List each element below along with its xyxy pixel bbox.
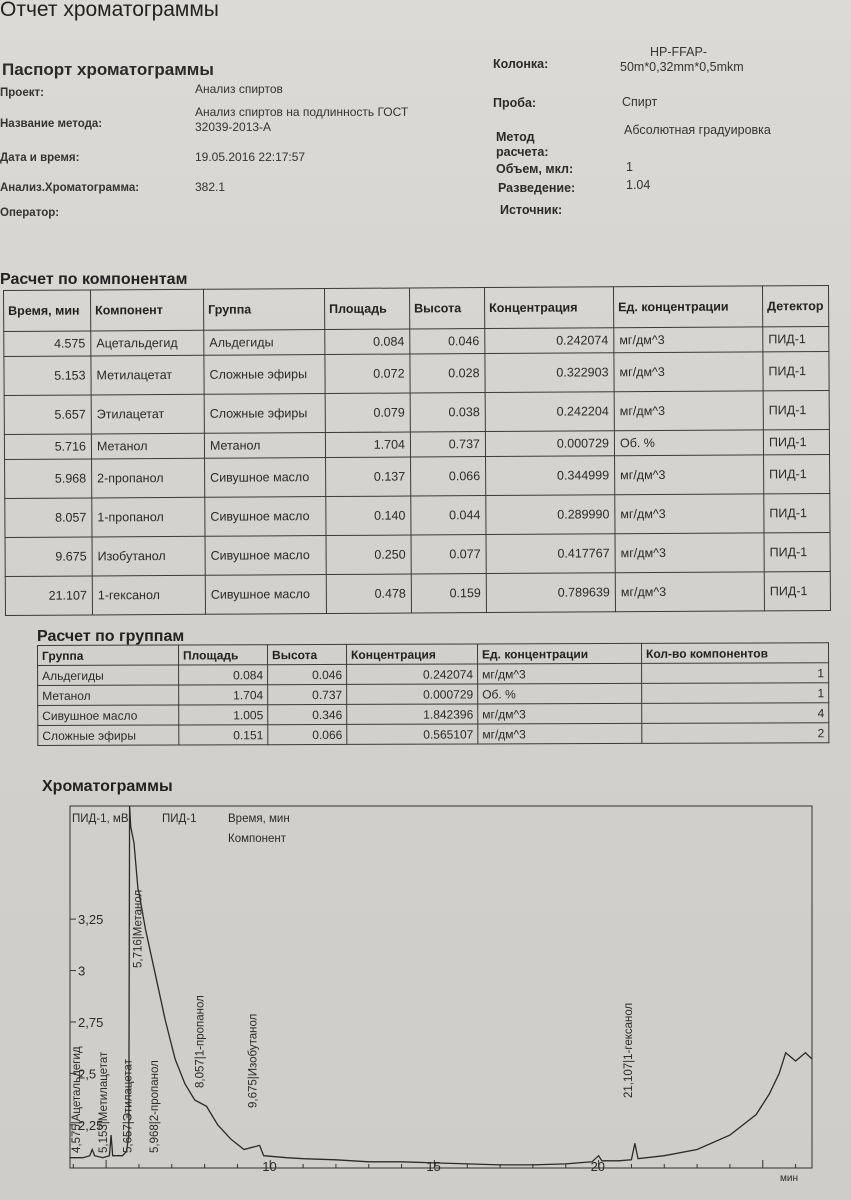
method-label: Название метода: [0, 118, 103, 130]
column-label: Колонка: [493, 57, 549, 71]
cell-unit: мг/дм^3 [615, 572, 764, 612]
table-row [5, 493, 830, 537]
y-axis-label: ПИД-1, мВ [72, 813, 129, 825]
cell-height: 0.044 [411, 496, 486, 535]
analysis-value: 382.1 [195, 180, 226, 194]
col-area-header: Площадь [324, 288, 409, 330]
cell-detector: ПИД-1 [763, 429, 829, 454]
y-tick-label: 3 [78, 963, 86, 979]
cell-group: Сложные эфиры [204, 355, 325, 395]
cell-conc: 0.242074 [485, 328, 614, 354]
date-value: 19.05.2016 22:17:57 [195, 150, 306, 164]
volume-value: 1 [626, 160, 633, 174]
cell-conc: 0.344999 [486, 456, 615, 496]
cell-component: Изобутанол [92, 536, 205, 576]
column-value-1: HP-FFAP- [650, 45, 707, 59]
col-conc-header: Концентрация [346, 644, 477, 664]
cell-unit: мг/дм^3 [615, 533, 764, 573]
components-title: Расчет по компонентам [0, 271, 188, 288]
cell-unit: мг/дм^3 [614, 391, 763, 431]
cell-area: 1.704 [179, 685, 268, 705]
components-header-row [4, 285, 829, 331]
col-conc-header: Концентрация [484, 287, 613, 329]
table-row [4, 351, 829, 395]
cell-unit: Об. % [614, 430, 763, 456]
cell-conc: 0.000729 [485, 431, 614, 457]
cell-group: Метанол [204, 433, 325, 459]
cell-time: 4.575 [4, 331, 91, 357]
cell-conc: 1.842396 [347, 704, 478, 724]
cell-height: 0.046 [268, 664, 347, 684]
cell-time: 8.057 [5, 498, 92, 538]
cell-component: Этилацетат [91, 394, 204, 434]
cell-time: 5.968 [5, 459, 92, 499]
chromatograms-title: Хроматограммы [42, 778, 173, 795]
peak-label: 5,657|Этилацетат [122, 1059, 135, 1153]
y-tick-label: 3,25 [78, 912, 104, 928]
table-row [38, 703, 829, 726]
cell-conc: 0.789639 [486, 573, 615, 613]
col-component-header: Компонент [91, 289, 204, 331]
cell-time: 9.675 [5, 537, 92, 577]
cell-detector: ПИД-1 [764, 532, 830, 571]
project-label: Проект: [0, 87, 44, 99]
col-height-header: Высота [268, 644, 347, 664]
col-count-header: Кол-во компонентов [641, 643, 828, 664]
cell-group: Сивушное масло [38, 705, 179, 725]
cell-height: 0.066 [268, 724, 347, 744]
cell-height: 0.066 [411, 457, 486, 496]
table-row [5, 454, 830, 498]
peak-label: 4,575|Ацетальдегид [71, 1046, 84, 1153]
cell-height: 0.077 [411, 535, 486, 574]
y-tick-label: 2,5 [78, 1066, 97, 1082]
cell-detector: ПИД-1 [764, 454, 830, 493]
cell-area: 0.478 [326, 574, 411, 614]
peak-label: 21,107|1-гексанол [622, 1002, 635, 1098]
cell-count: 4 [642, 703, 829, 724]
cell-height: 0.159 [411, 574, 486, 613]
dilution-label: Разведение: [498, 181, 576, 195]
cell-group: Сивушное масло [205, 458, 326, 498]
cell-detector: ПИД-1 [764, 571, 830, 610]
analysis-label: Анализ.Хроматограмма: [0, 182, 140, 194]
y-tick-label: 2,75 [78, 1014, 104, 1030]
cell-component: 1-пропанол [92, 497, 205, 537]
chromatogram-chart [0, 798, 851, 1200]
col-area-header: Площадь [179, 645, 268, 665]
cell-area: 1.005 [179, 705, 268, 725]
calc-label-1: Метод [496, 130, 535, 144]
cell-conc: 0.417767 [486, 534, 615, 574]
cell-unit: мг/дм^3 [614, 327, 763, 353]
chart-layer [70, 806, 812, 1184]
x-tick-label: 10 [262, 1159, 277, 1174]
cell-area: 0.072 [325, 354, 410, 394]
x-tick-label: 15 [426, 1159, 441, 1174]
cell-component: 2-пропанол [92, 458, 205, 498]
groups-header-row [38, 643, 829, 666]
cell-group: Сложные эфиры [38, 725, 179, 745]
cell-conc: 0.242074 [347, 664, 478, 684]
table-row [4, 390, 829, 434]
cell-area: 0.079 [325, 393, 410, 433]
cell-time: 5.153 [4, 356, 91, 396]
col-group-header: Группа [203, 289, 324, 331]
cell-group: Альдегиды [38, 665, 179, 685]
col-unit-header: Ед. концентрации [477, 643, 641, 664]
cell-time: 5.716 [4, 434, 91, 460]
table-row [38, 723, 829, 746]
method-value-2: 32039-2013-А [195, 120, 272, 134]
cell-conc: 0.322903 [485, 353, 614, 393]
cell-group: Метанол [38, 685, 179, 705]
source-label: Источник: [500, 203, 563, 217]
calc-label-2: расчета: [496, 145, 549, 159]
cell-area: 0.084 [325, 329, 410, 355]
cell-detector: ПИД-1 [764, 493, 830, 532]
cell-count: 1 [642, 663, 829, 684]
peak-label: 8,057|1-пропанол [194, 995, 207, 1088]
cell-area: 0.140 [326, 496, 411, 536]
table-row [5, 571, 830, 615]
date-label: Дата и время: [0, 152, 80, 164]
cell-unit: мг/дм^3 [615, 494, 764, 534]
peak-label: 5,153|Метилацетат [98, 1051, 111, 1153]
col-group-header: Группа [38, 645, 179, 665]
cell-height: 0.737 [268, 684, 347, 704]
cell-area: 0.250 [326, 535, 411, 575]
cell-detector: ПИД-1 [763, 351, 829, 390]
cell-height: 0.346 [268, 704, 347, 724]
cell-unit: мг/дм^3 [615, 455, 764, 495]
cell-time: 5.657 [4, 395, 91, 435]
groups-table [37, 642, 829, 746]
volume-label: Объем, мкл: [496, 162, 574, 176]
legend-caption-component: Компонент [228, 833, 286, 845]
cell-detector: ПИД-1 [763, 390, 829, 429]
cell-count: 1 [642, 683, 829, 704]
cell-component: 1-гексанол [92, 575, 205, 615]
peak-label: 5,716|Метанол [132, 889, 145, 968]
groups-title: Расчет по группам [37, 628, 185, 645]
series-line [70, 806, 812, 1165]
cell-area: 0.151 [179, 725, 268, 745]
method-value-1: Анализ спиртов на подлинность ГОСТ [195, 105, 409, 119]
col-time-header: Время, мин [4, 290, 91, 332]
components-table [3, 285, 831, 616]
cell-height: 0.028 [410, 354, 485, 393]
calc-value: Абсолютная градуировка [624, 123, 771, 137]
cell-group: Сивушное масло [205, 536, 326, 576]
cell-conc: 0.565107 [347, 724, 478, 744]
cell-area: 0.137 [326, 457, 411, 497]
table-row [38, 663, 829, 686]
y-tick-label: 2,25 [78, 1117, 104, 1133]
cell-unit: мг/дм^3 [478, 663, 642, 684]
cell-area: 1.704 [325, 432, 410, 458]
cell-group: Сложные эфиры [204, 394, 325, 434]
cell-component: Метилацетат [91, 355, 204, 395]
sample-label: Проба: [493, 96, 537, 110]
cell-area: 0.084 [179, 665, 268, 685]
cell-unit: мг/дм^3 [478, 723, 642, 744]
cell-component: Метанол [91, 433, 204, 459]
col-unit-header: Ед. концентрации [613, 286, 762, 328]
col-height-header: Высота [409, 288, 484, 329]
cell-unit: мг/дм^3 [614, 352, 763, 392]
cell-height: 0.046 [410, 329, 485, 354]
table-row [5, 532, 830, 576]
cell-unit: мг/дм^3 [478, 703, 642, 724]
cell-conc: 0.289990 [486, 495, 615, 535]
x-tick-label: 20 [590, 1159, 606, 1174]
cell-height: 0.737 [410, 432, 485, 457]
project-value: Анализ спиртов [195, 82, 283, 96]
col-detector-header: Детектор [762, 285, 828, 326]
report-title: Отчет хроматограммы [0, 0, 219, 21]
cell-group: Сивушное масло [205, 575, 326, 615]
cell-conc: 0.000729 [347, 684, 478, 704]
cell-unit: Об. % [478, 683, 642, 704]
cell-group: Альдегиды [204, 330, 325, 356]
cell-detector: ПИД-1 [763, 326, 829, 351]
legend-label: ПИД-1 [162, 813, 197, 825]
x-axis-label: мин [780, 1173, 798, 1184]
cell-height: 0.038 [410, 393, 485, 432]
legend-caption-time: Время, мин [228, 813, 290, 825]
passport-title: Паспорт хроматограммы [2, 60, 214, 79]
plot-frame [70, 806, 812, 1168]
column-value-2: 50m*0,32mm*0,5mkm [620, 60, 744, 74]
peak-label: 9,675|Изобутанол [247, 1013, 260, 1108]
peak-label: 5,968|2-пропанол [148, 1060, 161, 1153]
cell-group: Сивушное масло [205, 497, 326, 537]
operator-label: Оператор: [0, 207, 60, 219]
sample-value: Спирт [622, 95, 658, 109]
cell-conc: 0.242204 [485, 392, 614, 432]
dilution-value: 1.04 [626, 178, 651, 192]
table-row [38, 683, 829, 706]
cell-component: Ацетальдегид [91, 330, 204, 356]
cell-time: 21.107 [5, 576, 92, 616]
cell-count: 2 [642, 723, 829, 744]
